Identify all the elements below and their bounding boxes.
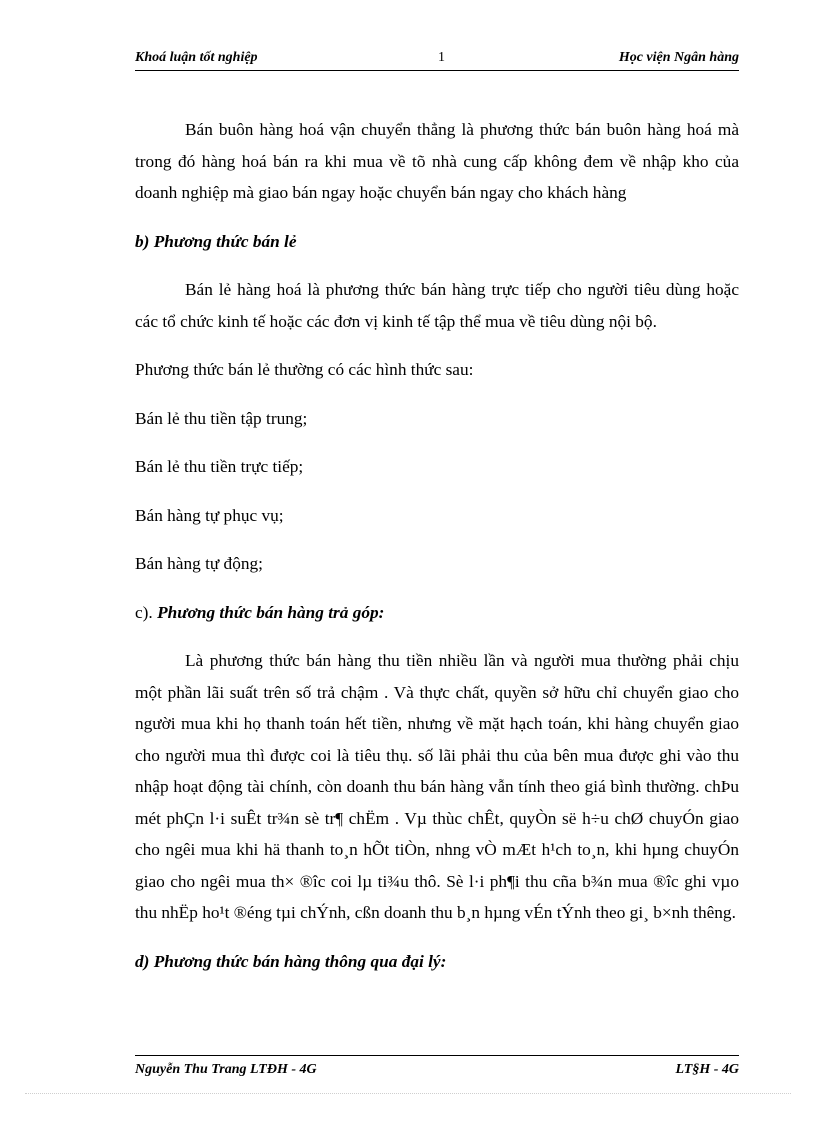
heading-retail: b) Phương thức bán lẻ — [135, 231, 297, 251]
list-item-retail-form: Bán lẻ thu tiền trực tiếp; — [135, 457, 304, 476]
header-institution: Học viện Ngân hàng — [618, 50, 739, 65]
page-body — [135, 114, 739, 977]
page-header — [135, 50, 739, 71]
paragraph-wholesale-direct: Bán buôn hàng hoá vận chuyển thẳng là phương thức bán buôn hàng hoá mà trong đó hàng hoá bán ra khi mua về tõ nhà cung cấp không đem về nhập kho của doanh nghiệp mà giao bán ngay hoặc chuyển bán ngay cho khách hàng — [135, 120, 739, 202]
footer-class: LT§H - 4G — [675, 1062, 739, 1077]
paragraph-retail: Bán lẻ hàng hoá là phương thức bán hàng trực tiếp cho người tiêu dùng hoặc các tổ chức kinh tế hoặc các đơn vị kinh tế tập thể mua về tiêu dùng nội bộ. — [135, 280, 739, 331]
page-bottom-divider — [25, 1093, 791, 1094]
header-page-number: 1 — [438, 50, 445, 65]
paragraph-installment: Là phương thức bán hàng thu tiền nhiều lần và người mua thường phải chịu một phần lãi suất trên số trả chậm . Và thực chất, quyền sở hữu chỉ chuyển giao cho người mua khi họ thanh toán hết tiền, nhưng về mặt hạch toán, khi hàng chuyển giao cho người mua thì được coi là tiêu thụ. số lãi phải thu của bên mua được ghi vào thu nhập hoạt động tài chính, còn doanh thu bán hàng vẫn tính theo giá bình thường. chÞu mét phÇn l·i suÊt tr¾n sè tr¶ chËm . Vµ thùc chÊt, quyÒn së h÷u chØ chuyÓn giao cho ngêi mua khi hä thanh to¸n hÕt tiÒn, nhng vÒ mÆt h¹ch to¸n, khi hµng chuyÓn giao cho ngêi mua th× ®îc coi lµ ti¾u thô. Sè l·i ph¶i thu cña b¾n mua ®îc ghi vµo thu nhËp ho¹t ®éng tµi chÝnh, cßn doanh thu b¸n hµng vÉn tÝnh theo gi¸ b×nh thêng. — [135, 651, 739, 922]
heading-installment — [135, 597, 739, 629]
heading-installment-prefix: c). — [135, 602, 153, 622]
heading-installment-text: Phương thức bán hàng trả góp: — [152, 602, 385, 622]
page-footer — [135, 1055, 739, 1077]
heading-agency-sales: d) Phương thức bán hàng thông qua đại lý: — [135, 951, 447, 971]
paragraph-retail-forms-intro: Phương thức bán lẻ thường có các hình thức sau: — [135, 360, 474, 379]
list-item-retail-form: Bán hàng tự phục vụ; — [135, 505, 284, 525]
header-thesis-title: Khoá luận tốt nghiệp — [135, 50, 258, 65]
footer-author: Nguyễn Thu Trang LTĐH - 4G — [135, 1062, 317, 1077]
list-item-retail-form: Bán hàng tự động; — [135, 554, 263, 573]
list-item-retail-form: Bán lẻ thu tiền tập trung; — [135, 408, 308, 428]
